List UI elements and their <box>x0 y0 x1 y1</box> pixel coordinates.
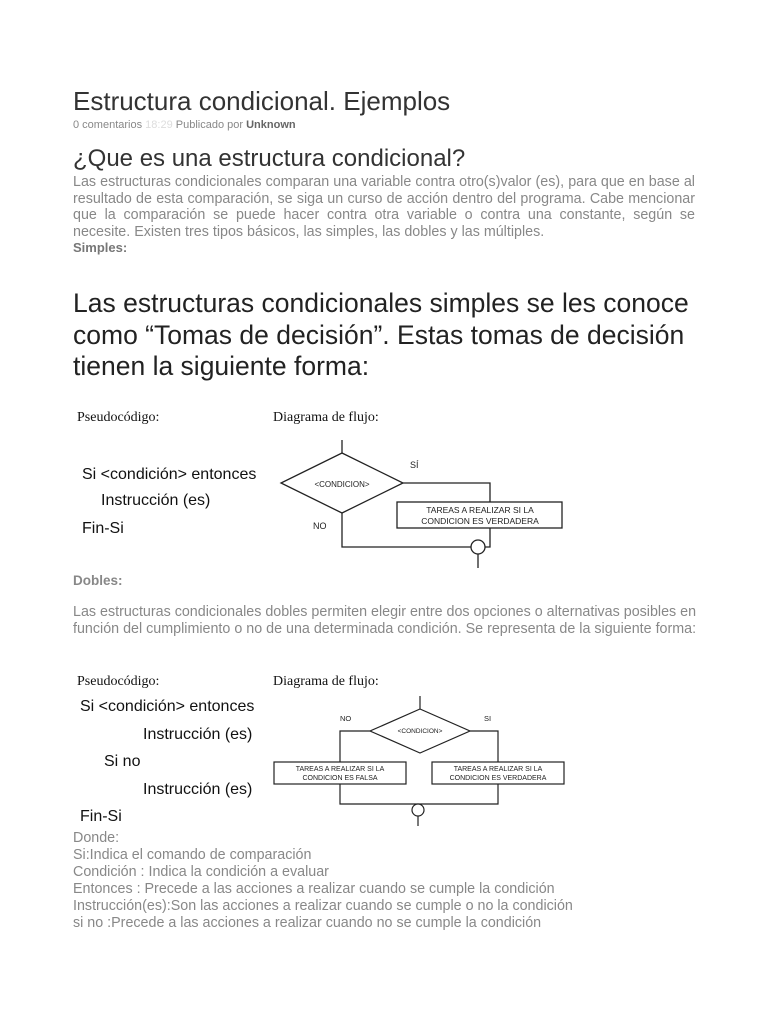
definition-line: Condición : Indica la condición a evaluar <box>73 863 329 880</box>
simples-label: Simples: <box>73 240 128 256</box>
section-heading: ¿Que es una estructura condicional? <box>73 145 466 172</box>
condition-text: <CONDICION> <box>397 728 443 735</box>
no-label: NO <box>340 714 352 723</box>
pseudocode-label: Pseudocódigo: <box>77 410 160 425</box>
post-title: Estructura condicional. Ejemplos <box>73 86 451 116</box>
intro-paragraph <box>73 174 695 257</box>
code-line: Instrucción (es) <box>143 726 253 743</box>
false-task-text: CONDICION ES FALSA <box>302 775 378 782</box>
condition-text: <CONDICION> <box>314 480 370 489</box>
double-flowchart <box>270 692 570 828</box>
definition-line: si no :Precede a las acciones a realizar cuando no se cumple la condición <box>73 914 542 931</box>
code-line: Si <condición> entonces <box>80 698 255 715</box>
flowchart-label: Diagrama de flujo: <box>273 674 379 689</box>
author-name[interactable]: Unknown <box>246 119 296 131</box>
post-time[interactable]: 18:29 <box>145 119 173 131</box>
connector-circle <box>471 540 485 554</box>
post-meta <box>73 119 296 131</box>
definition-line: Entonces : Precede a las acciones a realizar cuando se cumple la condición <box>73 880 555 897</box>
flowchart-label: Diagrama de flujo: <box>273 410 379 425</box>
definition-line: Si:Indica el comando de comparación <box>73 846 312 863</box>
simples-description: Las estructuras condicionales simples se les conoce como “Tomas de decisión”. Estas tomas de decisión tienen la siguiente forma: <box>73 288 689 381</box>
definitions-list <box>73 830 573 931</box>
dobles-label: Dobles: <box>73 573 123 588</box>
code-line: Si <condición> entonces <box>82 466 257 483</box>
no-label: NO <box>313 521 327 531</box>
definition-line: Instrucción(es):Son las acciones a realizar cuando se cumple o no la condición <box>73 897 573 914</box>
task-text: CONDICION ES VERDADERA <box>421 516 539 526</box>
published-by-label: Publicado por <box>175 119 244 131</box>
simple-flowchart <box>270 440 570 575</box>
comments-link[interactable]: 0 comentarios <box>73 119 143 131</box>
true-task-text: TAREAS A REALIZAR SI LA <box>453 766 543 773</box>
false-task-text: TAREAS A REALIZAR SI LA <box>295 766 385 773</box>
code-line: Si no <box>104 753 141 770</box>
yes-label: SI <box>484 714 492 723</box>
true-task-text: CONDICION ES VERDADERA <box>449 775 547 782</box>
connector-circle <box>412 804 424 816</box>
pseudocode-label: Pseudocódigo: <box>77 674 160 689</box>
intro-text: Las estructuras condicionales comparan una variable contra otro(s)valor (es), para que en base al resultado de esta comparación, se siga un curso de acción dentro del programa. Cabe mencionar que la comparación se puede hacer contra otra variable o contra una constante, según se necesite. Existen tres tipos básicos, las simples, las dobles y las múltiples. <box>73 174 695 240</box>
code-line: Fin-Si <box>80 808 122 825</box>
code-line: Instrucción (es) <box>143 781 253 798</box>
code-line: Instrucción (es) <box>101 492 211 509</box>
yes-label: SÍ <box>410 460 419 470</box>
dobles-description: Las estructuras condicionales dobles permiten elegir entre dos opciones o alternativas posibles en función del cumplimiento o no de una determinada condición. Se representa de la siguiente forma: <box>73 604 697 637</box>
task-text: TAREAS A REALIZAR SI LA <box>426 505 534 515</box>
definition-line: Donde: <box>73 830 120 846</box>
code-line: Fin-Si <box>82 520 124 537</box>
